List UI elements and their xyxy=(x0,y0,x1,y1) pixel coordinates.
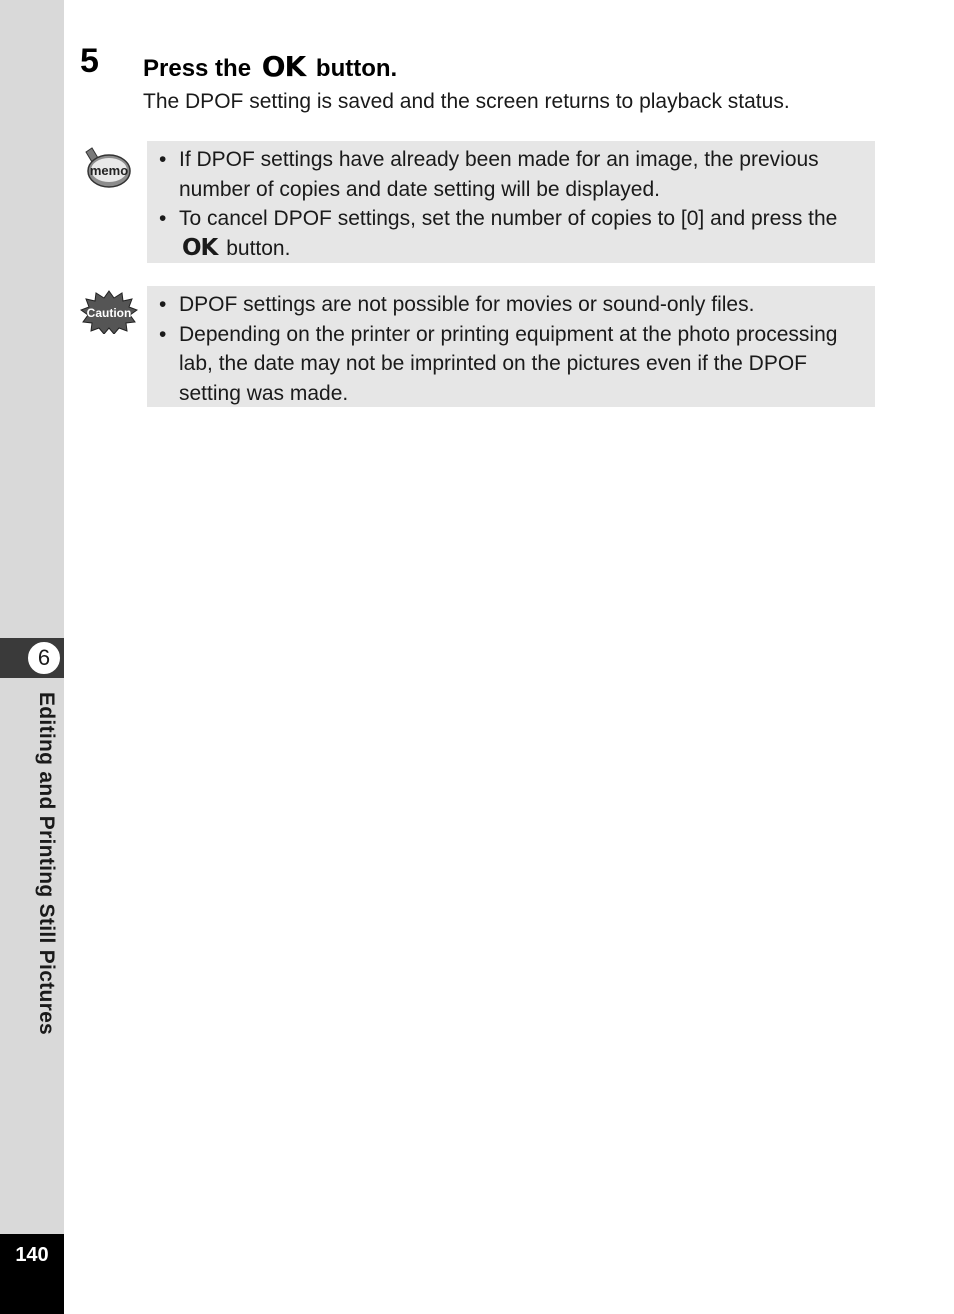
heading-text-before: Press the xyxy=(143,55,252,82)
memo-item-text: If DPOF settings have already been made for an image, the previous number of copies and date setting will be displayed. xyxy=(179,148,819,201)
chapter-title: Editing and Printing Still Pictures xyxy=(35,692,58,1036)
memo-icon xyxy=(80,146,132,190)
memo-icon-label: memo xyxy=(89,163,129,178)
memo-item xyxy=(159,204,867,263)
caution-icon-label: Caution xyxy=(86,306,132,320)
caution-item-text: DPOF settings are not possible for movies or sound-only files. xyxy=(179,293,755,316)
memo-item-text: To cancel DPOF settings, set the number of copies to [0] and press the xyxy=(179,207,838,230)
memo-note-box xyxy=(147,141,875,263)
bullet: • xyxy=(159,207,167,230)
step-description: The DPOF setting is saved and the screen returns to playback status. xyxy=(143,90,790,113)
caution-item-text: Depending on the printer or printing equipment at the photo processing lab, the date may not be imprinted on the pictures even if the DPOF setting was made. xyxy=(179,322,838,405)
chapter-number: 6 xyxy=(26,640,62,676)
bullet: • xyxy=(159,148,167,171)
caution-icon xyxy=(80,290,138,334)
memo-item-text-after: button. xyxy=(226,236,291,260)
bullet: • xyxy=(159,293,167,316)
step-heading xyxy=(143,50,397,83)
step-number: 5 xyxy=(80,42,99,80)
heading-text-after: button. xyxy=(315,55,398,82)
caution-item xyxy=(159,320,867,409)
memo-item xyxy=(159,145,867,204)
bullet: • xyxy=(159,322,167,346)
ok-button-icon: OK xyxy=(261,50,306,83)
page-number: 140 xyxy=(15,1244,49,1266)
caution-item xyxy=(159,290,867,320)
ok-button-icon: OK xyxy=(182,234,218,261)
caution-note-box xyxy=(147,286,875,407)
